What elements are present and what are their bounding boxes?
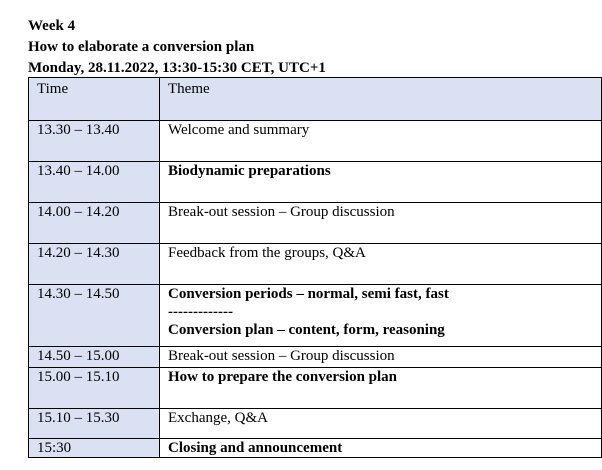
row-time: 15.00 – 15.10 (29, 368, 160, 409)
table-row (29, 244, 602, 285)
row-theme: Feedback from the groups, Q&A (160, 244, 602, 285)
table-row (29, 162, 602, 203)
row-theme: Break-out session – Group discussion (160, 347, 602, 368)
row-time: 14.50 – 15.00 (29, 347, 160, 368)
row-time: 13.30 – 13.40 (29, 121, 160, 162)
table-header-row (29, 78, 602, 121)
row-theme: Biodynamic preparations (160, 162, 602, 203)
table-row (29, 121, 602, 162)
week-label: Week 4 (28, 18, 76, 34)
row-time: 15:30 (29, 439, 160, 458)
schedule-table (28, 77, 602, 458)
table-row (29, 347, 602, 368)
row-time: 14.30 – 14.50 (29, 285, 160, 347)
row-time: 15.10 – 15.30 (29, 409, 160, 439)
session-date: Monday, 28.11.2022, 13:30-15:30 CET, UTC+1 (28, 60, 326, 76)
table-row (29, 203, 602, 244)
row-theme: Exchange, Q&A (160, 409, 602, 439)
table-row (29, 439, 602, 458)
row-time: 13.40 – 14.00 (29, 162, 160, 203)
row-theme-line-2: Conversion plan – content, form, reasoning (168, 322, 445, 338)
row-theme: Welcome and summary (160, 121, 602, 162)
document-title: How to elaborate a conversion plan (28, 39, 255, 55)
row-theme: Closing and announcement (160, 439, 602, 458)
table-row (29, 368, 602, 409)
column-header-time: Time (29, 78, 160, 121)
column-header-theme: Theme (160, 78, 602, 121)
row-theme (160, 285, 602, 347)
row-theme-line-1: Conversion periods – normal, semi fast, fast (168, 286, 449, 302)
row-time: 14.20 – 14.30 (29, 244, 160, 285)
row-theme-separator: ------------- (168, 304, 233, 320)
row-time: 14.00 – 14.20 (29, 203, 160, 244)
table-row (29, 409, 602, 439)
row-theme: Break-out session – Group discussion (160, 203, 602, 244)
row-theme: How to prepare the conversion plan (160, 368, 602, 409)
table-row (29, 285, 602, 347)
